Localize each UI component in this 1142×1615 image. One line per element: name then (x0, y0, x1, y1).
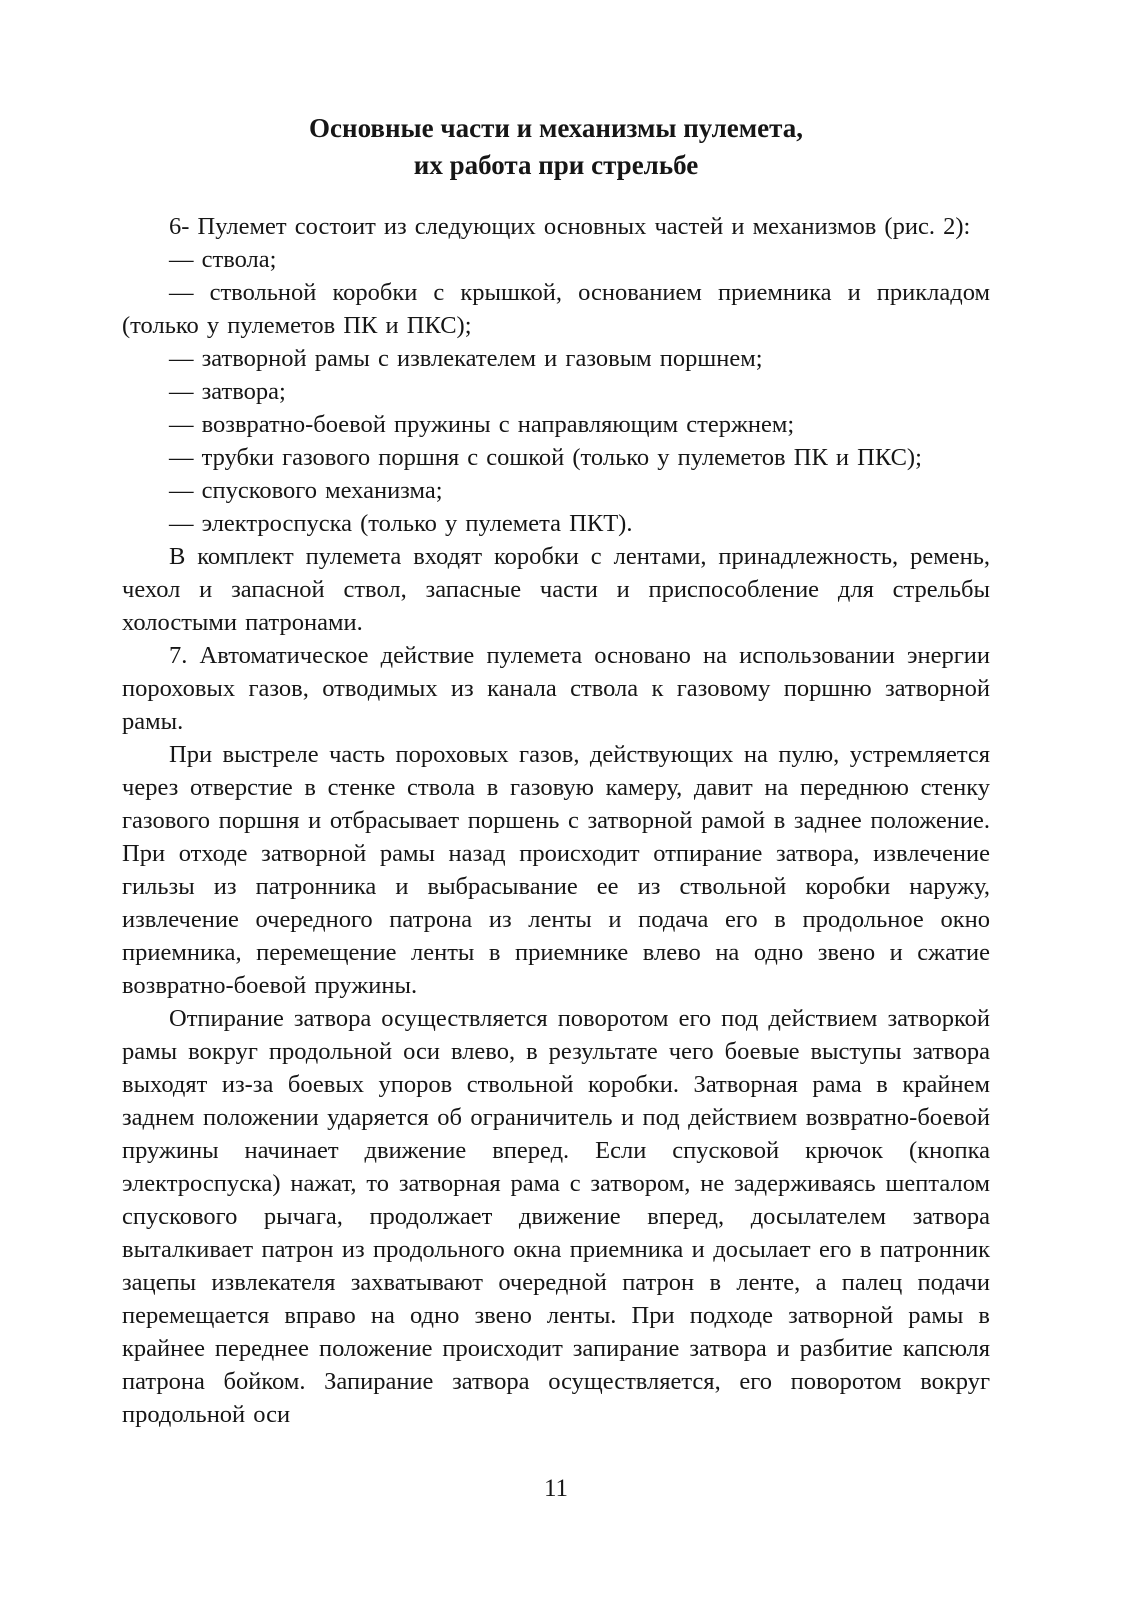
list-item: — спускового механизма; (169, 477, 443, 504)
list-item: — затворной рамы с извлекателем и газовым поршнем; (169, 345, 763, 372)
list-item: — ствольной коробки с крышкой, основанием приемника и прикладом (только у пулеметов ПК и ПКС); (122, 279, 990, 339)
page-number: 11 (543, 1475, 569, 1502)
list-item: — возвратно-боевой пружины с направляющим стержнем; (169, 411, 795, 438)
paragraph: Отпирание затвора осуществляется поворотом его под действием затворкой рамы вокруг продольной оси влево, в результате чего боевые выступы затвора выходят из-за боевых упоров ствольной коробки. Затворная рама в крайнем заднем положении ударяется об ограничитель и под действием возвратно-боевой пружины начинает движение вперед. Если спусковой крючок (кнопка электроспуска) нажат, то затворная рама с затвором, не задерживаясь шепталом спускового рычага, продолжает движение вперед, досылателем затвора выталкивает патрон из продольного окна приемника и досылает его в патронник зацепы извлекателя захватывают очередной патрон в ленте, а палец подачи перемещается вправо на одно звено ленты. При подходе затворной рамы в крайнее переднее положение происходит запирание затвора и разбитие капсюля патрона бойком. Запирание затвора осуществляется, его поворотом вокруг продольной оси (122, 1005, 990, 1428)
page-title (122, 110, 990, 184)
page-title-line-1: Основные части и механизмы пулемета, (309, 113, 803, 143)
paragraph: В комплект пулемета входят коробки с лентами, принадлежность, ремень, чехол и запасной ствол, запасные части и приспособление для стрельбы холостыми патронами. (122, 543, 990, 636)
list-item: — ствола; (169, 246, 277, 273)
list-item: — трубки газового поршня с сошкой (только у пулеметов ПК и ПКС); (169, 444, 922, 471)
paragraph: При выстреле часть пороховых газов, действующих на пулю, устремляется через отверстие в стенке ствола в газовую камеру, давит на переднюю стенку газового поршня и отбрасывает поршень с затворной рамой в заднее положение. При отходе затворной рамы назад происходит отпирание затвора, извлечение гильзы из патронника и выбрасывание ее из ствольной коробки наружу, извлечение очередного патрона из ленты и подача его в продольное окно приемника, перемещение ленты в приемнике влево на одно звено и сжатие возвратно-боевой пружины. (122, 741, 990, 999)
list-item: — электроспуска (только у пулемета ПКТ). (169, 510, 633, 537)
document-body (122, 210, 990, 1431)
list-item: — затвора; (169, 378, 286, 405)
paragraph: 6- Пулемет состоит из следующих основных частей и механизмов (рис. 2): (169, 213, 971, 240)
paragraph: 7. Автоматическое действие пулемета основано на использовании энергии пороховых газов, отводимых из канала ствола к газовому поршню затворной рамы. (122, 642, 990, 735)
page-title-line-2: их работа при стрельбе (413, 150, 699, 180)
